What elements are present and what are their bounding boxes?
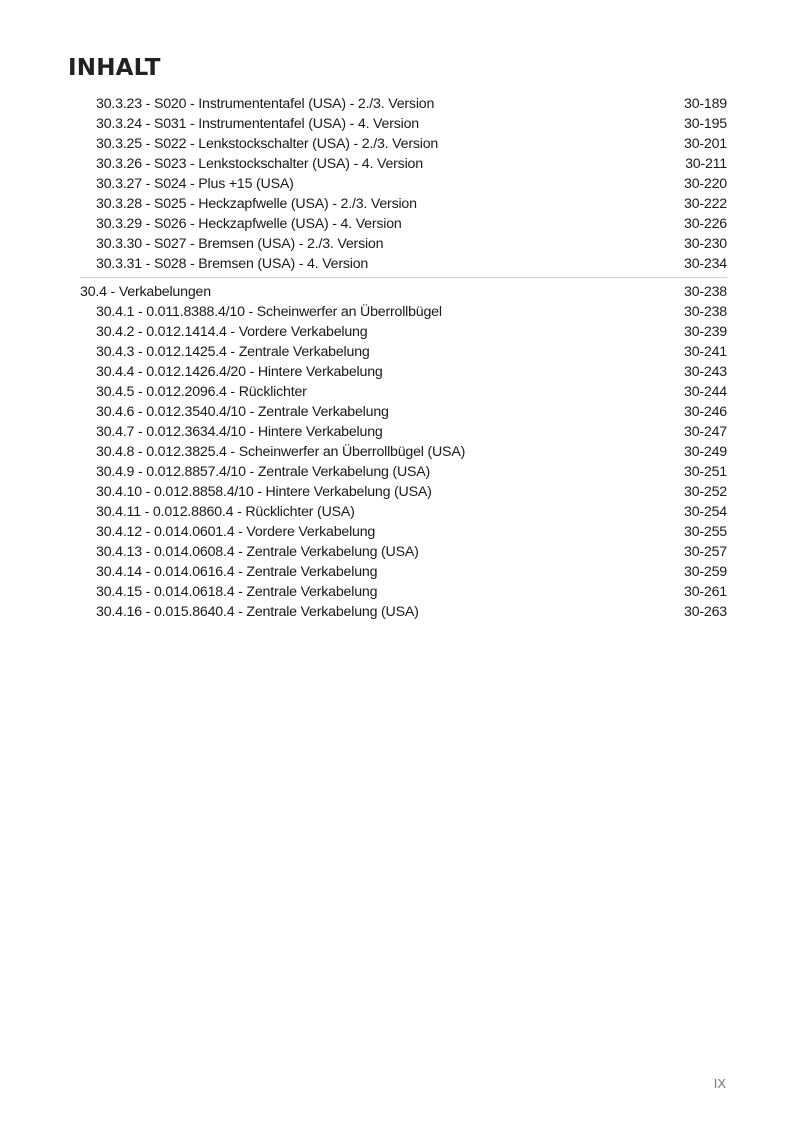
- toc-entry[interactable]: [80, 302, 727, 322]
- toc-entry-label: 30.4.7 - 0.012.3634.4/10 - Hintere Verkabelung: [96, 424, 383, 440]
- toc-entry-page: 30-243: [684, 364, 727, 380]
- toc-entry[interactable]: [80, 562, 727, 582]
- toc-entry[interactable]: [80, 254, 727, 274]
- toc-entry-label: 30.4.12 - 0.014.0601.4 - Vordere Verkabelung: [96, 524, 376, 540]
- toc-entry-page: 30-239: [684, 324, 727, 340]
- toc-entry-label: 30.3.31 - S028 - Bremsen (USA) - 4. Version: [96, 256, 369, 272]
- toc-entry-label: 30.3.24 - S031 - Instrumententafel (USA) - 4. Version: [96, 116, 419, 132]
- toc-entry-page: 30-241: [684, 344, 727, 360]
- toc-entry-page: 30-261: [684, 584, 727, 600]
- toc-entry-label: 30.4.16 - 0.015.8640.4 - Zentrale Verkabelung (USA): [96, 604, 419, 620]
- toc-entry[interactable]: [80, 134, 727, 154]
- toc-entry[interactable]: [80, 542, 727, 562]
- toc-entry[interactable]: [80, 322, 727, 342]
- toc-entry-page: 30-220: [684, 176, 727, 192]
- toc-entry[interactable]: [80, 462, 727, 482]
- toc-entry[interactable]: [80, 154, 727, 174]
- toc-entry-page: 30-226: [684, 216, 727, 232]
- table-of-contents: [80, 94, 727, 629]
- toc-entry[interactable]: [80, 442, 727, 462]
- toc-section-page: 30-238: [684, 284, 727, 300]
- toc-section-entry[interactable]: [80, 282, 727, 302]
- toc-entry-page: 30-201: [684, 136, 727, 152]
- toc-entry[interactable]: [80, 522, 727, 542]
- toc-entry-page: 30-211: [685, 156, 727, 172]
- toc-entry[interactable]: [80, 582, 727, 602]
- toc-entry[interactable]: [80, 362, 727, 382]
- toc-entry-page: 30-252: [684, 484, 727, 500]
- toc-entry[interactable]: [80, 214, 727, 234]
- toc-entry[interactable]: [80, 234, 727, 254]
- toc-entry-page: 30-222: [684, 196, 727, 212]
- toc-entry-label: 30.4.6 - 0.012.3540.4/10 - Zentrale Verkabelung: [96, 404, 389, 420]
- toc-entry[interactable]: [80, 482, 727, 502]
- toc-entry-label: 30.3.29 - S026 - Heckzapfwelle (USA) - 4. Version: [96, 216, 402, 232]
- toc-entry-page: 30-238: [684, 304, 727, 320]
- toc-entry[interactable]: [80, 342, 727, 362]
- toc-entry-label: 30.4.10 - 0.012.8858.4/10 - Hintere Verkabelung (USA): [96, 484, 432, 500]
- toc-entry-page: 30-246: [684, 404, 727, 420]
- toc-entry-label: 30.4.15 - 0.014.0618.4 - Zentrale Verkabelung: [96, 584, 378, 600]
- toc-entry-page: 30-259: [684, 564, 727, 580]
- toc-entry-label: 30.3.27 - S024 - Plus +15 (USA): [96, 176, 294, 192]
- toc-entry-page: 30-251: [684, 464, 727, 480]
- toc-entry[interactable]: [80, 382, 727, 402]
- toc-entry-page: 30-230: [684, 236, 727, 252]
- toc-entry-label: 30.4.4 - 0.012.1426.4/20 - Hintere Verkabelung: [96, 364, 383, 380]
- toc-entry-page: 30-255: [684, 524, 727, 540]
- toc-entry[interactable]: [80, 94, 727, 114]
- page-title: INHALT: [68, 55, 161, 81]
- toc-entry[interactable]: [80, 174, 727, 194]
- toc-entry-label: 30.3.25 - S022 - Lenkstockschalter (USA) - 2./3. Version: [96, 136, 439, 152]
- toc-entry-page: 30-257: [684, 544, 727, 560]
- toc-entry-label: 30.4.14 - 0.014.0616.4 - Zentrale Verkabelung: [96, 564, 378, 580]
- toc-entry-label: 30.4.5 - 0.012.2096.4 - Rücklichter: [96, 384, 307, 400]
- toc-entry[interactable]: [80, 194, 727, 214]
- toc-entry-label: 30.4.9 - 0.012.8857.4/10 - Zentrale Verkabelung (USA): [96, 464, 431, 480]
- toc-entry[interactable]: [80, 114, 727, 134]
- toc-entry[interactable]: [80, 502, 727, 522]
- toc-entry-page: 30-189: [684, 96, 727, 112]
- toc-entry-label: 30.3.23 - S020 - Instrumententafel (USA) - 2./3. Version: [96, 96, 435, 112]
- toc-entry-page: 30-263: [684, 604, 727, 620]
- toc-entry-label: 30.4.13 - 0.014.0608.4 - Zentrale Verkabelung (USA): [96, 544, 419, 560]
- toc-entry-label: 30.3.26 - S023 - Lenkstockschalter (USA) - 4. Version: [96, 156, 423, 172]
- toc-entry[interactable]: [80, 422, 727, 442]
- toc-group-30-3: [80, 94, 727, 278]
- toc-entry-label: 30.3.30 - S027 - Bremsen (USA) - 2./3. Version: [96, 236, 384, 252]
- toc-entry-label: 30.4.8 - 0.012.3825.4 - Scheinwerfer an Überrollbügel (USA): [96, 444, 466, 460]
- toc-entry-label: 30.4.2 - 0.012.1414.4 - Vordere Verkabelung: [96, 324, 368, 340]
- toc-group-30-4: [80, 282, 727, 625]
- toc-entry-page: 30-195: [684, 116, 727, 132]
- toc-entry[interactable]: [80, 602, 727, 622]
- toc-entry-page: 30-249: [684, 444, 727, 460]
- toc-entry-page: 30-234: [684, 256, 727, 272]
- toc-entry-label: 30.3.28 - S025 - Heckzapfwelle (USA) - 2./3. Version: [96, 196, 417, 212]
- toc-entry[interactable]: [80, 402, 727, 422]
- toc-entry-page: 30-247: [684, 424, 727, 440]
- toc-section-label: 30.4 - Verkabelungen: [80, 284, 211, 300]
- toc-entry-page: 30-244: [684, 384, 727, 400]
- page-number: IX: [713, 1076, 726, 1091]
- toc-entry-label: 30.4.1 - 0.011.8388.4/10 - Scheinwerfer an Überrollbügel: [96, 304, 442, 320]
- toc-entry-label: 30.4.11 - 0.012.8860.4 - Rücklichter (USA): [96, 504, 355, 520]
- toc-entry-page: 30-254: [684, 504, 727, 520]
- toc-entry-label: 30.4.3 - 0.012.1425.4 - Zentrale Verkabelung: [96, 344, 370, 360]
